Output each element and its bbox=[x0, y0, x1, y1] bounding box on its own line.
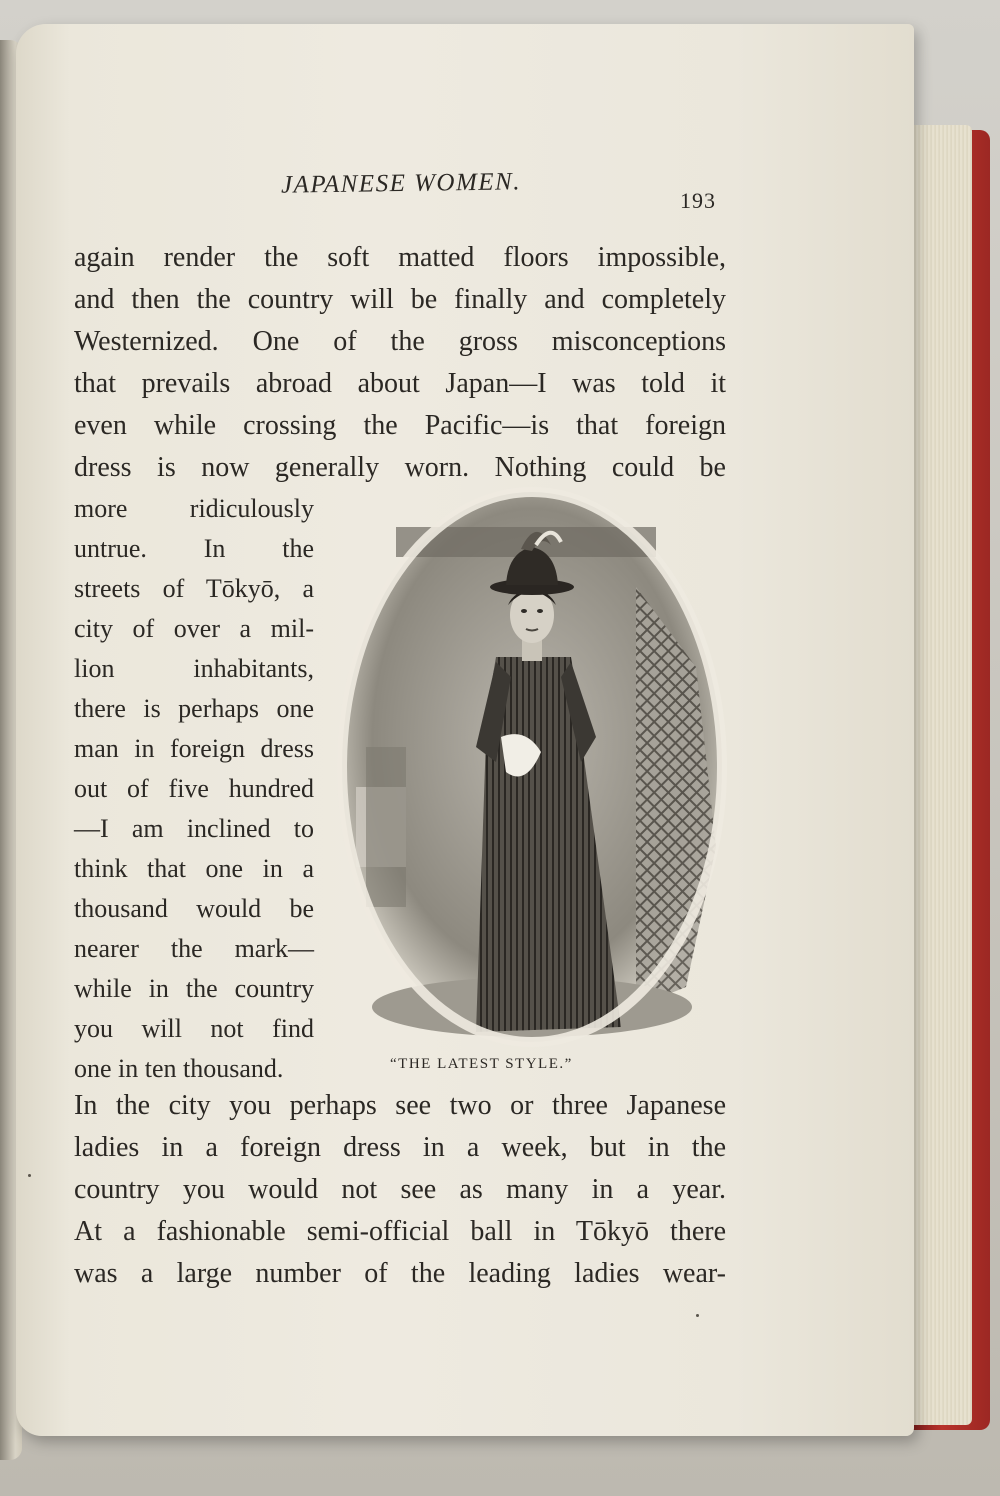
text-line: city of over a mil- bbox=[74, 614, 314, 643]
text-line: that prevails abroad about Japan—I was told it bbox=[74, 368, 726, 399]
text-line: out of five hundred bbox=[74, 774, 314, 803]
portrait-illustration bbox=[336, 487, 728, 1047]
page-number: 193 bbox=[680, 188, 716, 213]
figure-caption: “THE LATEST STYLE.” bbox=[390, 1056, 573, 1072]
text-line: thousand would be bbox=[74, 894, 314, 923]
text-line: ladies in a foreign dress in a week, but in the bbox=[74, 1132, 726, 1163]
text-line: again render the soft matted floors impossible, bbox=[74, 242, 726, 273]
text-line: lion inhabitants, bbox=[74, 654, 314, 683]
text-line: nearer the mark— bbox=[74, 934, 314, 963]
text-line: more ridiculously bbox=[74, 494, 314, 523]
text-line: man in foreign dress bbox=[74, 734, 314, 763]
text-line: there is perhaps one bbox=[74, 694, 314, 723]
text-line: Westernized. One of the gross misconceptions bbox=[74, 326, 726, 357]
text-line: country you would not see as many in a year. bbox=[74, 1174, 726, 1205]
text-line: In the city you perhaps see two or three Japanese bbox=[74, 1090, 726, 1121]
text-line: At a fashionable semi-official ball in Tōkyō there bbox=[74, 1216, 726, 1247]
text-line: even while crossing the Pacific—is that foreign bbox=[74, 410, 726, 441]
text-line: untrue. In the bbox=[74, 534, 314, 563]
text-line: streets of Tōkyō, a bbox=[74, 574, 314, 603]
text-line: you will not find bbox=[74, 1014, 314, 1043]
running-title: JAPANESE WOMEN. bbox=[280, 168, 522, 199]
paper-speck bbox=[28, 1174, 31, 1177]
text-line: —I am inclined to bbox=[74, 814, 314, 843]
paper-speck bbox=[696, 1314, 699, 1317]
text-line: dress is now generally worn. Nothing could be bbox=[74, 452, 726, 483]
text-line: was a large number of the leading ladies wear- bbox=[74, 1258, 726, 1289]
text-line: while in the country bbox=[74, 974, 314, 1003]
book-page bbox=[16, 24, 914, 1436]
text-line: think that one in a bbox=[74, 854, 314, 883]
woman-portrait-image bbox=[336, 487, 728, 1047]
text-line: one in ten thousand. bbox=[74, 1054, 284, 1083]
text-line: and then the country will be finally and completely bbox=[74, 284, 726, 315]
